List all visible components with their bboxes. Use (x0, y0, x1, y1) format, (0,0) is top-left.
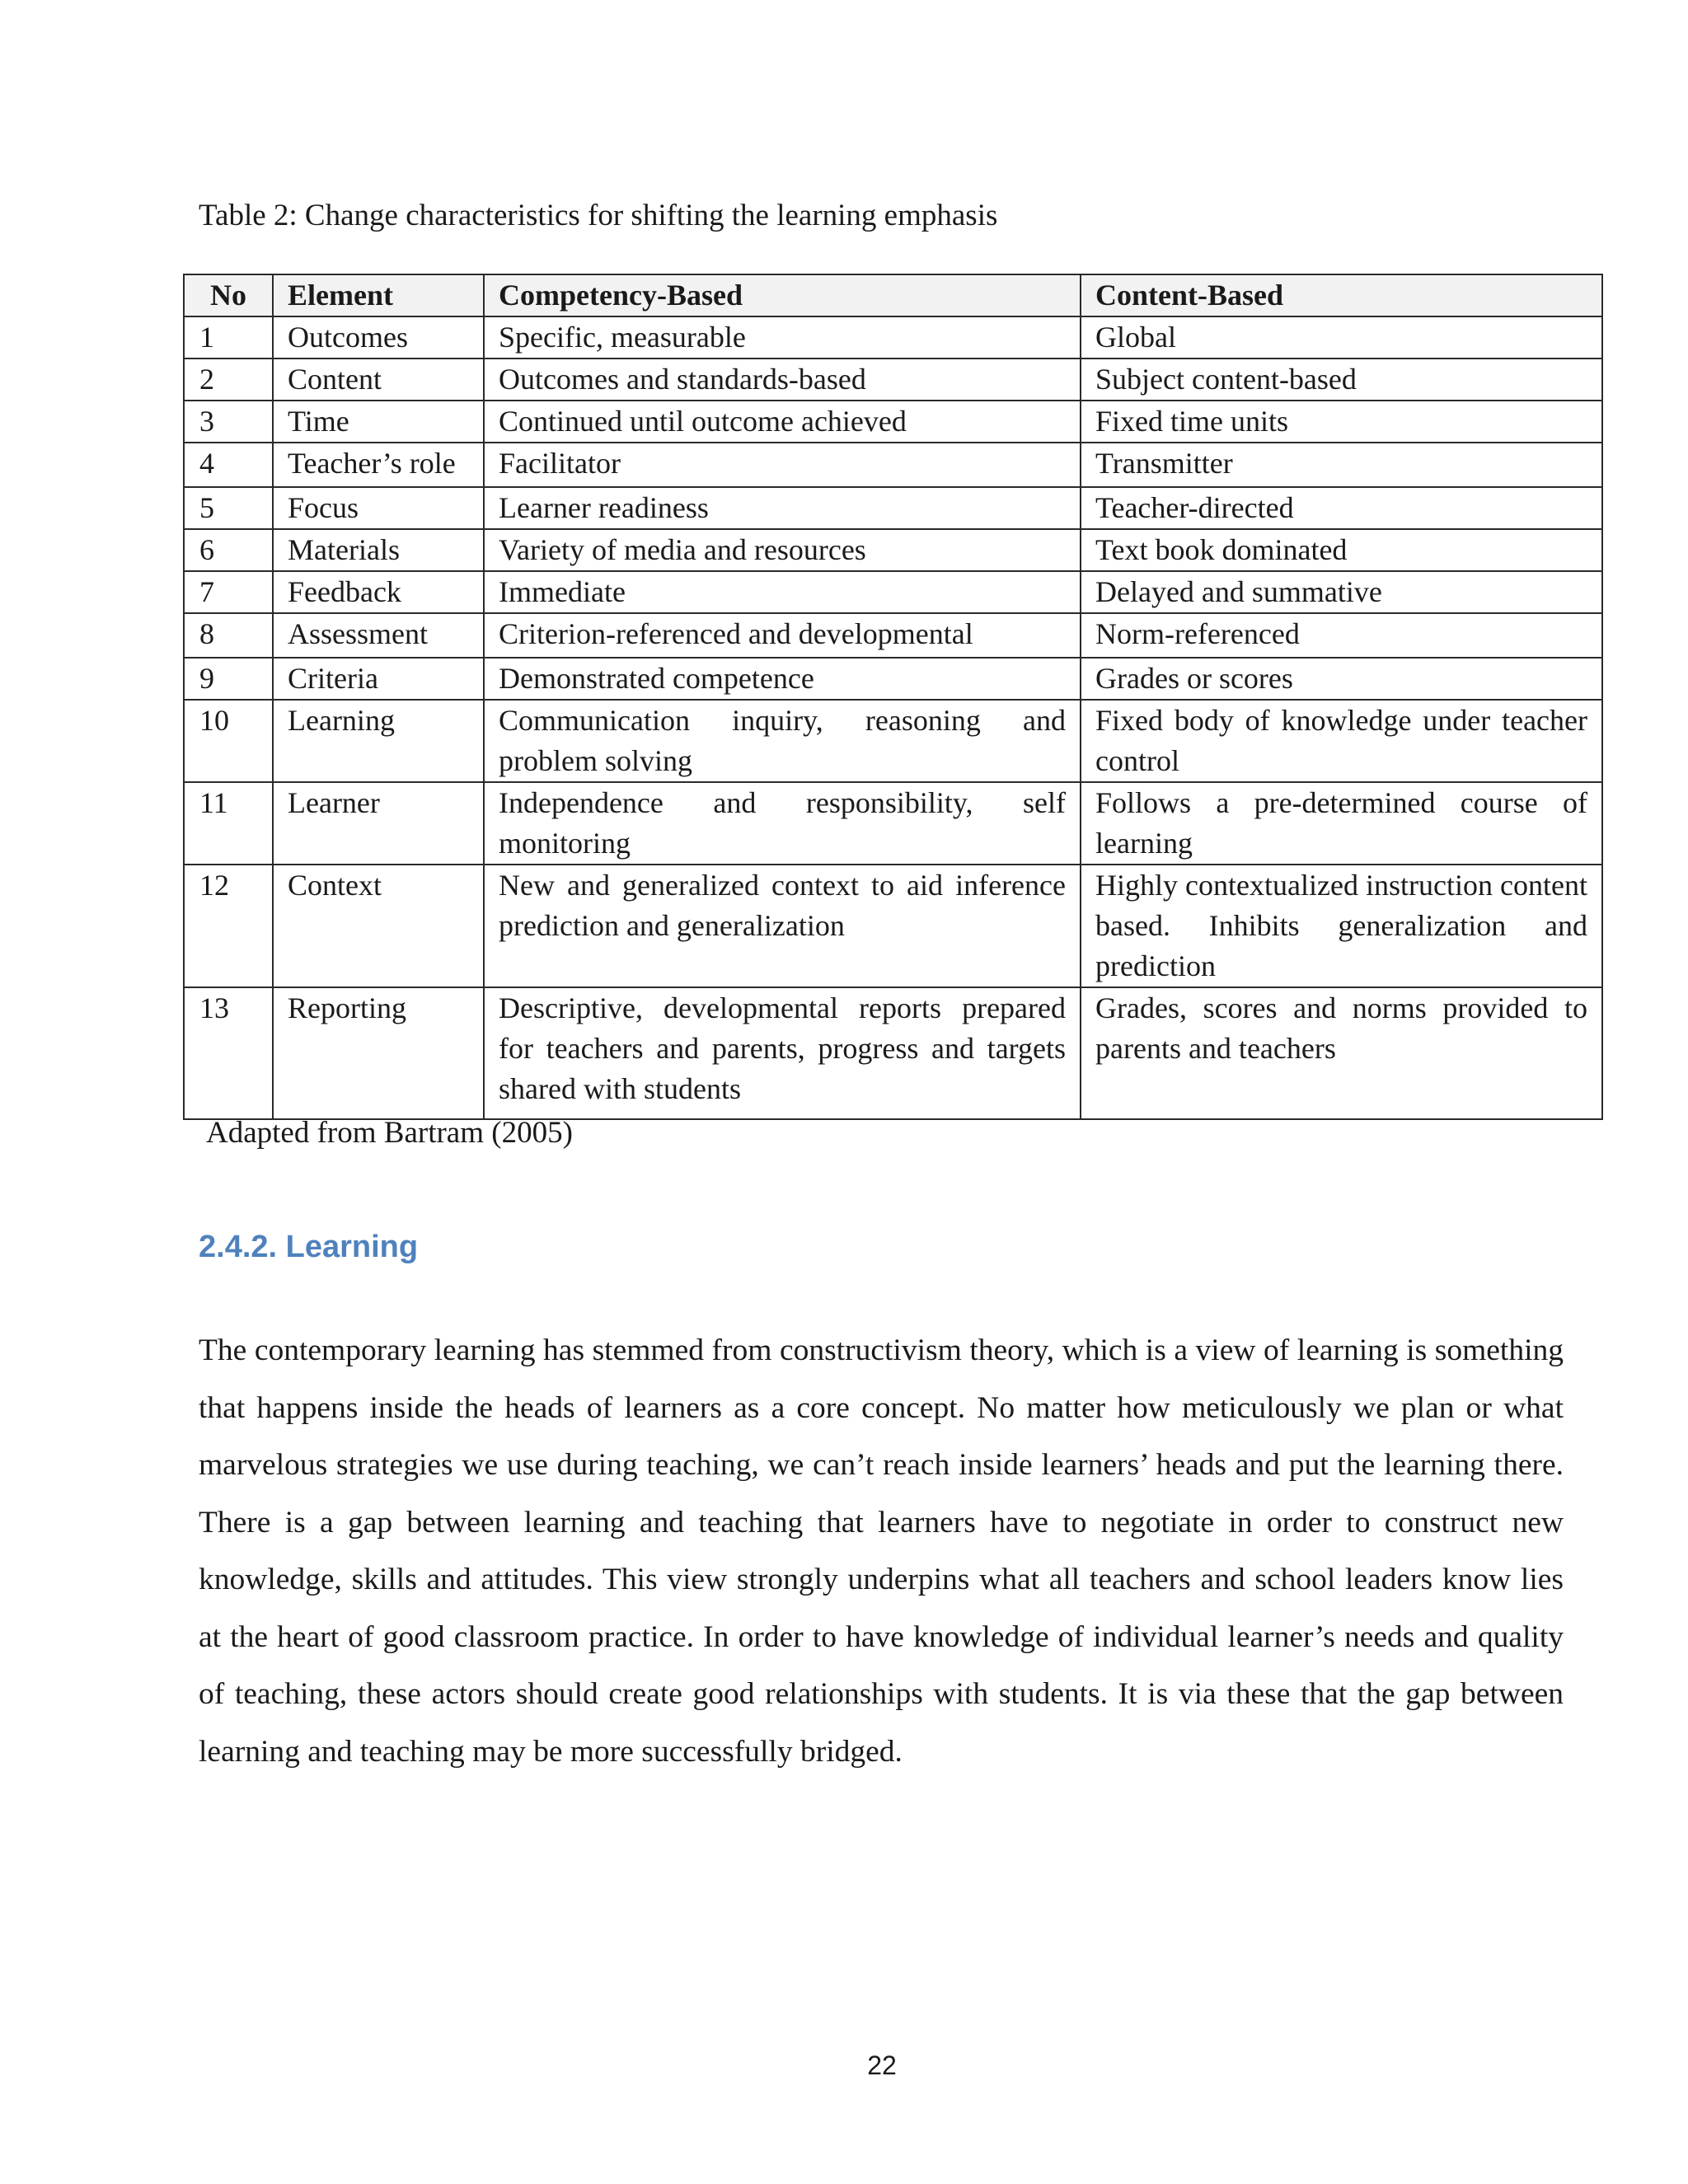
page-number: 22 (867, 2050, 897, 2080)
table-caption: Table 2: Change characteristics for shifting the learning emphasis (199, 199, 998, 232)
cell-element: Time (273, 401, 484, 443)
table-row (184, 865, 1602, 987)
cell-content: Subject content-based (1081, 359, 1602, 401)
cell-element: Feedback (273, 571, 484, 613)
table-row (184, 700, 1602, 782)
cell-competency: Immediate (484, 571, 1081, 613)
cell-element: Focus (273, 487, 484, 529)
header-no: No (184, 274, 273, 316)
body-paragraph: The contemporary learning has stemmed from constructivism theory, which is a view of learning is something that happens inside the heads of learners as a core concept. No matter how meticulously we plan or what marvelous strategies we use during teaching, we can’t reach inside learners’ heads and put the learning there. There is a gap between learning and teaching that learners have to negotiate in order to construct new knowledge, skills and attitudes. This view strongly underpins what all teachers and school leaders know lies at the heart of good classroom practice. In order to have knowledge of individual learner’s needs and quality of teaching, these actors should create good relationships with students. It is via these that the gap between learning and teaching may be more successfully bridged. (199, 1333, 1564, 1769)
cell-no: 4 (184, 443, 273, 487)
cell-competency: New and generalized context to aid inference prediction and generalization (484, 865, 1081, 987)
cell-content: Norm-referenced (1081, 613, 1602, 658)
cell-competency: Specific, measurable (484, 316, 1081, 359)
cell-no: 13 (184, 987, 273, 1119)
cell-content: Highly contextualized instruction content based. Inhibits generalization and prediction (1081, 865, 1602, 987)
cell-no: 5 (184, 487, 273, 529)
cell-competency: Demonstrated competence (484, 658, 1081, 700)
cell-no: 7 (184, 571, 273, 613)
cell-competency: Outcomes and standards-based (484, 359, 1081, 401)
cell-element: Assessment (273, 613, 484, 658)
cell-content: Teacher-directed (1081, 487, 1602, 529)
cell-element: Materials (273, 529, 484, 571)
cell-competency: Learner readiness (484, 487, 1081, 529)
cell-element: Content (273, 359, 484, 401)
table-row (184, 782, 1602, 865)
cell-content: Follows a pre-determined course of learning (1081, 782, 1602, 865)
cell-content: Grades or scores (1081, 658, 1602, 700)
cell-content: Grades, scores and norms provided to parents and teachers (1081, 987, 1602, 1119)
cell-no: 2 (184, 359, 273, 401)
table-row (184, 987, 1602, 1119)
cell-element: Context (273, 865, 484, 987)
table-row (184, 613, 1602, 658)
comparison-table (183, 274, 1603, 1120)
cell-no: 11 (184, 782, 273, 865)
table-row (184, 443, 1602, 487)
table-row (184, 359, 1602, 401)
table-row (184, 571, 1602, 613)
table-header-row (184, 274, 1602, 316)
cell-competency: Communication inquiry, reasoning and problem solving (484, 700, 1081, 782)
cell-competency: Variety of media and resources (484, 529, 1081, 571)
cell-content: Transmitter (1081, 443, 1602, 487)
header-competency-based: Competency-Based (484, 274, 1081, 316)
cell-content: Fixed body of knowledge under teacher control (1081, 700, 1602, 782)
cell-competency: Descriptive, developmental reports prepared for teachers and parents, progress and targets shared with students (484, 987, 1081, 1119)
section-heading: 2.4.2. Learning (199, 1230, 419, 1264)
cell-no: 8 (184, 613, 273, 658)
cell-element: Outcomes (273, 316, 484, 359)
cell-competency: Criterion-referenced and developmental (484, 613, 1081, 658)
cell-no: 10 (184, 700, 273, 782)
header-element: Element (273, 274, 484, 316)
header-content-based: Content-Based (1081, 274, 1602, 316)
table-row (184, 529, 1602, 571)
cell-element: Criteria (273, 658, 484, 700)
table-row (184, 401, 1602, 443)
cell-content: Global (1081, 316, 1602, 359)
cell-no: 12 (184, 865, 273, 987)
table-row (184, 316, 1602, 359)
cell-competency: Facilitator (484, 443, 1081, 487)
cell-content: Fixed time units (1081, 401, 1602, 443)
table-source-note: Adapted from Bartram (2005) (206, 1116, 573, 1150)
cell-element: Teacher’s role (273, 443, 484, 487)
cell-no: 6 (184, 529, 273, 571)
table-row (184, 487, 1602, 529)
cell-content: Delayed and summative (1081, 571, 1602, 613)
cell-element: Learner (273, 782, 484, 865)
cell-element: Reporting (273, 987, 484, 1119)
cell-no: 3 (184, 401, 273, 443)
cell-no: 9 (184, 658, 273, 700)
cell-no: 1 (184, 316, 273, 359)
cell-competency: Continued until outcome achieved (484, 401, 1081, 443)
cell-content: Text book dominated (1081, 529, 1602, 571)
table-row (184, 658, 1602, 700)
cell-competency: Independence and responsibility, self monitoring (484, 782, 1081, 865)
cell-element: Learning (273, 700, 484, 782)
